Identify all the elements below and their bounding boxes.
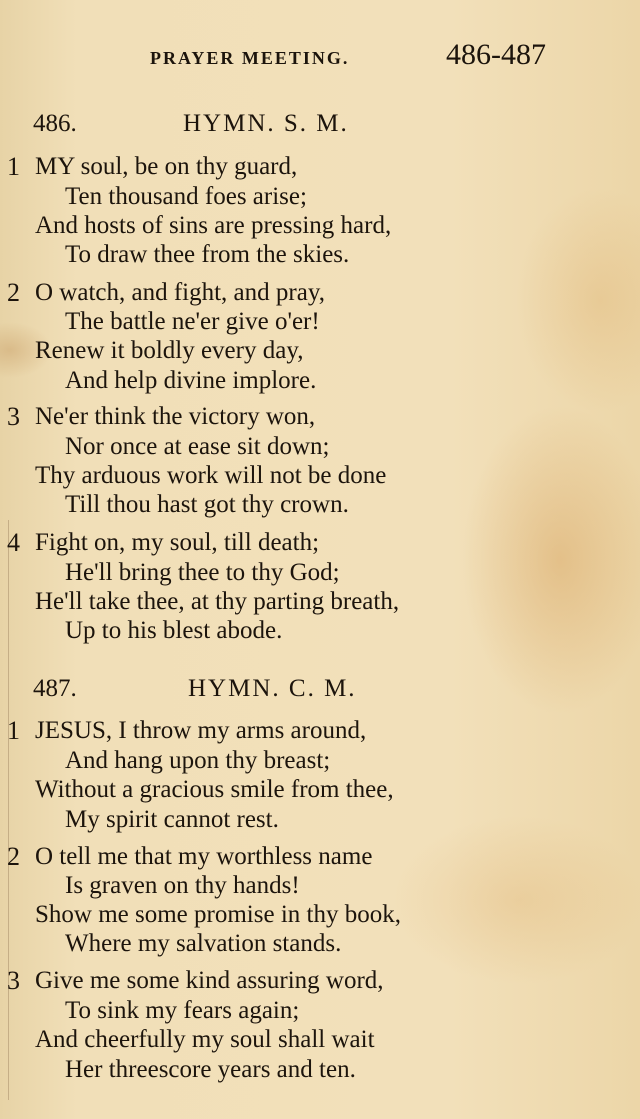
verse-line: He'll take thee, at thy parting breath,: [35, 588, 400, 615]
verse-line: Give me some kind assuring word,: [35, 967, 384, 994]
verse-line: And hang upon thy breast;: [65, 747, 331, 774]
verse-line: And cheerfully my soul shall wait: [35, 1026, 375, 1053]
hymn-number: 487.: [33, 675, 77, 702]
verse-line: Is graven on thy hands!: [65, 872, 300, 899]
verse-number: 1: [7, 716, 20, 745]
verse-line: Till thou hast got thy crown.: [65, 491, 349, 518]
verse-line: O tell me that my worthless name: [35, 843, 373, 870]
verse-line: The battle ne'er give o'er!: [65, 308, 320, 335]
verse-line: Her threescore years and ten.: [65, 1056, 356, 1083]
page-range: 486-487: [446, 38, 546, 71]
verse-line: JESUS, I throw my arms around,: [35, 717, 367, 744]
verse-line: Renew it boldly every day,: [35, 337, 304, 364]
verse-line: And hosts of sins are pressing hard,: [35, 212, 392, 239]
verse-number: 4: [7, 528, 20, 557]
verse-line: Nor once at ease sit down;: [65, 433, 330, 460]
verse-line: O watch, and fight, and pray,: [35, 279, 325, 306]
verse-number: 3: [7, 402, 20, 431]
verse-number: 3: [7, 966, 20, 995]
verse-line: Fight on, my soul, till death;: [35, 529, 320, 556]
verse-line: To sink my fears again;: [65, 997, 300, 1024]
verse-line: Where my salvation stands.: [65, 930, 342, 957]
verse-line: Without a gracious smile from thee,: [35, 776, 394, 803]
verse-line: Up to his blest abode.: [65, 617, 283, 644]
hymn-heading: HYMN. S. M.: [183, 110, 349, 137]
running-title: PRAYER MEETING.: [150, 48, 350, 68]
verse-number: 2: [7, 278, 20, 307]
verse-line: To draw thee from the skies.: [65, 241, 350, 268]
verse-line: He'll bring thee to thy God;: [65, 559, 340, 586]
hymn-number: 486.: [33, 110, 77, 137]
hymn-heading: HYMN. C. M.: [188, 675, 357, 702]
page-edge-shadow: [8, 520, 9, 1100]
verse-line: And help divine implore.: [65, 367, 317, 394]
verse-line: My spirit cannot rest.: [65, 806, 279, 833]
verse-number: 2: [7, 842, 20, 871]
verse-line: MY soul, be on thy guard,: [35, 153, 298, 180]
verse-number: 1: [7, 152, 20, 181]
verse-line: Show me some promise in thy book,: [35, 901, 401, 928]
verse-line: Ten thousand foes arise;: [65, 183, 307, 210]
verse-line: Thy arduous work will not be done: [35, 462, 387, 489]
verse-line: Ne'er think the victory won,: [35, 403, 316, 430]
